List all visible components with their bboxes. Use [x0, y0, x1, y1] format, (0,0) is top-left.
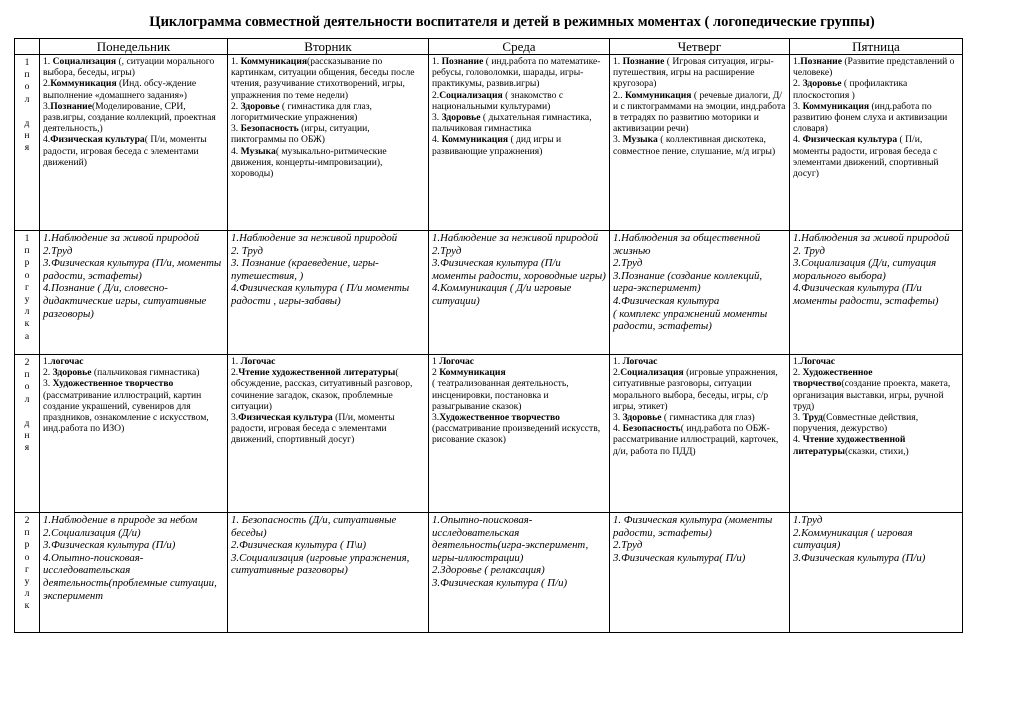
period-label: 2 п о л д н я [15, 355, 40, 513]
schedule-cell [228, 513, 429, 633]
activity-item: 4.Познание ( Д/и, словесно-дидактические игры, ситуативные разговоры) [43, 282, 207, 320]
schedule-cell [228, 355, 429, 513]
activity-area: Коммуникация [802, 100, 870, 112]
activity-item: 4.Коммуникация ( Д/и игровые ситуации) [432, 282, 572, 307]
schedule-cell [429, 355, 610, 513]
activity-item: 2.Коммуникация (Инд. обсу-ждение выполнение «домашнего задания») [43, 78, 197, 101]
activity-item: 2. Здоровье ( гимнастика для глаз, логоритмические упражнения) [231, 100, 372, 124]
schedule-cell [610, 231, 790, 355]
activity-item: 1.Труд [793, 514, 823, 526]
activity-area: Социализация [620, 367, 684, 379]
activity-item: 2.Физическая культура ( П\и) [231, 539, 367, 552]
activity-item: 3.Познание(Моделирование, СРИ, разв.игры, создание коллекций, проектная деятельность,) [43, 100, 216, 135]
period-label: 1 п р о г у л к а [15, 231, 40, 355]
activity-area: Физическая культура [802, 134, 898, 146]
activity-item: 4. Коммуникация ( дид игры и развивающие упражнения) [432, 134, 562, 157]
activity-area: Физическая культура [50, 134, 145, 146]
activity-item: 2.Труд [43, 244, 73, 257]
activity-item: 1. Безопасность (Д/и, ситуативные беседы) [231, 514, 397, 539]
activity-item: 3.Физическая культура (П/и моменты радости, хороводные игры) [432, 257, 606, 282]
activity-area: Социализация [52, 56, 117, 67]
activity-item: 2. Здоровье (пальчиковая гимнастика) [43, 367, 200, 379]
activity-item: 2.Социализация (Д/и) [43, 526, 141, 539]
activity-item: 4. Чтение художественной литературы(сказки, стихи,) [793, 434, 909, 457]
activity-item: 2.Коммуникация ( игровая ситуация) [793, 526, 913, 552]
activity-area: Логочас [439, 356, 475, 367]
activity-item: 2. Труд [793, 244, 826, 257]
activity-area: Здоровье [240, 100, 280, 112]
activity-area: Музыка [240, 145, 276, 157]
page-title: Циклограмма совместной деятельности воспитателя и детей в режимных моментах ( логопедические группы) [149, 14, 875, 30]
activity-area: Логочас [800, 356, 836, 367]
activity-area: Художественное творчество [52, 378, 174, 390]
activity-item: 4.Опытно-поисковая-исследовательская деятельность(проблемные ситуации, эксперимент [43, 551, 217, 602]
activity-item: 2. Художественное творчество(создание проекта, макета, организация выставки, игры, ручной труд) [793, 367, 951, 412]
activity-item: 2.Социализация ( знакомство с национальными культурами) [432, 89, 564, 112]
activity-area: Познание [50, 100, 92, 112]
header-row [15, 39, 963, 55]
activity-area: Коммуникация [441, 134, 509, 146]
activity-item: 2.Труд [432, 244, 462, 257]
activity-item: 4. Безопасность( инд.работа по ОБЖ- рассматривание иллюстраций, карточек, д/и, работа по ПДД) [613, 423, 779, 457]
activity-item: 3. Познание (краеведение, игры-путешествия, ) [231, 257, 379, 282]
activity-area: Здоровье [622, 412, 662, 424]
activity-item: 1 Логочас [432, 356, 475, 367]
activity-item: ( комплекс упражнений моменты радости, эстафеты) [613, 307, 768, 333]
activity-item: 3. Здоровье ( дыхательная гимнастика, пальчиковая гимнастика [432, 112, 592, 135]
day-header: Пятница [790, 39, 963, 55]
activity-item: ( театрализованная деятельность, инсценировки, постановка и разыгрывание сказок) [432, 378, 569, 412]
activity-item: 3.Физическая культура (П/и, моменты радости, эстафеты) [43, 257, 222, 282]
schedule-row [15, 231, 963, 355]
activity-area: Здоровье [441, 112, 481, 124]
activity-item: 3.Познание (создание коллекций, игра-эксперимент) [613, 269, 763, 295]
activity-area: Чтение художественной литературы [793, 434, 906, 457]
activity-area: Музыка [622, 134, 658, 146]
activity-area: Познание [622, 56, 665, 67]
activity-area: Коммуникация [439, 367, 506, 379]
activity-area: Чтение художественной литературы [238, 367, 396, 379]
activity-item: 1.Наблюдение за живой природой [43, 232, 200, 244]
activity-item: 3.Социализация (Д/и, ситуация морального выбора) [793, 257, 937, 282]
activity-item: 3.Физическая культура (П/и) [793, 551, 926, 564]
activity-item: 3. Здоровье ( гимнастика для глаз) [613, 412, 755, 424]
schedule-cell [429, 231, 610, 355]
activity-item: 2 Коммуникация [432, 367, 506, 379]
activity-item: 3. Безопасность (игры, ситуации, пиктограммы по ОБЖ) [231, 123, 370, 146]
activity-area: Познание [800, 56, 842, 67]
activity-item: 1.Наблюдение за неживой природой [231, 232, 398, 244]
activity-item: 2.Чтение художественной литературы( обсуждение, рассказ, ситуативный разговор, сочинение загадок, сказок, проблемные ситуации) [231, 367, 413, 412]
activity-area: Труд [802, 412, 823, 424]
activity-item: 2.Социализация (игровые упражнения, ситуативные разговоры, ситуации морального выбора, беседы, игры, с/р игры, этикет) [613, 367, 778, 412]
activity-area: Художественное творчество [439, 412, 560, 424]
activity-item: 3. Коммуникация (инд.работа по развитию фонем слуха и активизации словаря) [793, 100, 948, 135]
activity-item: 4. Музыка( музыкально-ритмические движения, концерты-импровизации), хороводы) [231, 145, 387, 180]
schedule-cell [790, 513, 963, 633]
activity-area: Коммуникация [50, 78, 117, 90]
activity-item: 3.Физическая культура( П/и) [613, 551, 746, 564]
activity-item: 1.Логочас [793, 356, 836, 367]
corner-cell [15, 39, 40, 55]
period-label: 1 п о л д н я [15, 55, 40, 231]
day-header: Понедельник [40, 39, 228, 55]
activity-item: 1.Наблюдение за неживой природой [432, 232, 599, 244]
day-header: Вторник [228, 39, 429, 55]
activity-area: Коммуникация [625, 89, 692, 101]
day-header: Среда [429, 39, 610, 55]
activity-area: Художественное творчество [793, 367, 873, 390]
activity-item: 3. Музыка ( коллективная дискотека, совместное пение, слушание, м/д игры) [613, 134, 776, 157]
activity-area: Безопасность [240, 123, 299, 135]
activity-item: 3.Физическая культура ( П/и) [432, 576, 568, 589]
activity-item: 4.Физическая культура [613, 294, 720, 307]
activity-item: 1. Логочас [613, 356, 658, 367]
activity-item: 2.Труд [613, 539, 643, 552]
schedule-cell [790, 355, 963, 513]
activity-area: Социализация [439, 89, 503, 101]
activity-item: 2.. Коммуникация ( речевые диалоги, Д/и с пиктограммами на эмоции, инд.работа в тетрадях по развитию моторики и активизации речи) [613, 89, 786, 135]
schedule-row [15, 513, 963, 633]
activity-item: 1. Познание ( Игровая ситуация, игры-путешествия, игры на расширение кругозора) [613, 56, 774, 90]
activity-item: 1.Познание (Развитие представлений о человеке) [793, 56, 955, 79]
activity-item: 1. Логочас [231, 356, 276, 367]
activity-area: Физическая культура [238, 412, 333, 424]
activity-item: 3.Социализация (игровые упражнения, ситуативные разговоры) [231, 551, 410, 577]
schedule-cell [610, 355, 790, 513]
day-header: Четверг [610, 39, 790, 55]
activity-item: 4. Физическая культура ( П/и, моменты радости, игровая беседа с элементами движений, спортивный досуг) [793, 134, 939, 180]
activity-item: 4.Физическая культура ( П/и моменты радости , игры-забавы) [231, 282, 410, 307]
schedule-cell [790, 55, 963, 231]
activity-item: 3.Физическая культура (П/и, моменты радости, игровая беседа с элементами движений, спортивный досуг) [231, 412, 395, 446]
activity-item: 1.Опытно-поисковая-исследовательская деятельность(игра-эксперимент, игры-иллюстрации) [432, 514, 589, 564]
activity-item: 3. Художественное творчество (рассматривание иллюстраций, картин создание украшений, сувениров для праздников, ознакомление с искусством, инд.работа по ИЗО) [43, 378, 209, 435]
activity-item: 1. Социализация (, ситуации морального выбора, беседы, игры) [43, 56, 215, 79]
schedule-row [15, 55, 963, 231]
activity-item: 2. Труд [231, 244, 264, 257]
activity-item: 2.Здоровье ( релаксация) [432, 564, 545, 577]
schedule-cell [429, 513, 610, 633]
activity-item: 1. Физическая культура (моменты радости, эстафеты) [613, 514, 773, 539]
activity-area: Логочас [622, 356, 658, 367]
schedule-cell [610, 55, 790, 231]
activity-item: 2.Труд [613, 257, 643, 270]
activity-area: логочас [50, 356, 84, 367]
activity-item: 1. Коммуникация(рассказывание по картинкам, ситуации общения, беседы после чтения, разучивание стихотворений, игры, упражнения по теме недели) [231, 56, 415, 101]
schedule-cell [228, 231, 429, 355]
schedule-cell [40, 55, 228, 231]
activity-item: 1.Наблюдения за общественной жизнью [613, 232, 761, 257]
activity-item: 3.Художественное творчество (рассматривание произведений искусств, рисование сказок) [432, 412, 601, 446]
activity-item: 4.Физическая культура( П/и, моменты радости, игровая беседа с элементами движений) [43, 134, 207, 168]
activity-item: 1. Познание ( инд.работа по математике- ребусы, головоломки, шарады, игры-практикумы, развив.игры) [432, 56, 601, 90]
activity-area: Здоровье [52, 367, 92, 379]
activity-item: 1.Наблюдения за живой природой [793, 232, 950, 244]
activity-item: 2. Здоровье ( профилактика плоскостопия ) [793, 78, 908, 101]
activity-area: Безопасность [622, 423, 681, 435]
schedule-cell [40, 231, 228, 355]
activity-area: Коммуникация [240, 56, 308, 67]
activity-item: 3. Труд(Совместные действия, поручения, дежурство) [793, 412, 919, 435]
period-label: 2 п р о г у л к [15, 513, 40, 633]
schedule-cell [40, 355, 228, 513]
activity-area: Познание [441, 56, 484, 67]
activity-item: 4.Физическая культура (П/и моменты радости, эстафеты) [793, 282, 939, 307]
schedule-cell [40, 513, 228, 633]
schedule-cell [429, 55, 610, 231]
schedule-cell [610, 513, 790, 633]
activity-area: Здоровье [802, 78, 842, 90]
schedule-row [15, 355, 963, 513]
schedule-cell [790, 231, 963, 355]
schedule-cell [228, 55, 429, 231]
activity-area: Логочас [240, 356, 276, 367]
activity-item: 1.логочас [43, 356, 84, 367]
activity-item: 3.Физическая культура (П/и) [43, 539, 176, 552]
activity-item: 1.Наблюдение в природе за небом [43, 514, 198, 526]
schedule-table [14, 38, 963, 633]
